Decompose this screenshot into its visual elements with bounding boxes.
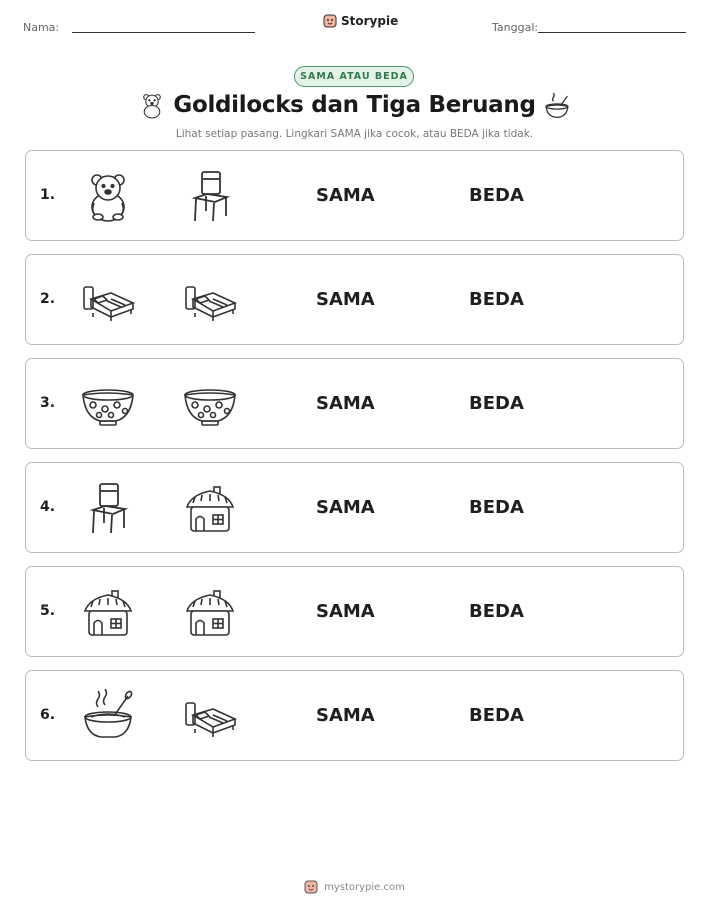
question-number: 5.	[40, 603, 56, 619]
name-line[interactable]	[72, 32, 255, 33]
cottage-icon	[183, 585, 237, 639]
option-same[interactable]: SAMA	[316, 393, 375, 414]
option-same[interactable]: SAMA	[316, 289, 375, 310]
question-row	[25, 462, 684, 553]
option-different[interactable]: BEDA	[469, 289, 524, 310]
question-row	[25, 358, 684, 449]
porridge-bowl-icon	[542, 92, 572, 120]
flower-bowl-icon	[81, 377, 135, 431]
bed-icon	[183, 689, 237, 743]
bed-icon	[81, 273, 135, 327]
chair-icon	[81, 481, 135, 535]
option-different[interactable]: BEDA	[469, 497, 524, 518]
page-title: Goldilocks dan Tiga Beruang	[173, 92, 536, 118]
worksheet-badge: SAMA ATAU BEDA	[294, 66, 414, 87]
question-number: 6.	[40, 707, 56, 723]
option-different[interactable]: BEDA	[469, 601, 524, 622]
question-number: 2.	[40, 291, 56, 307]
question-row	[25, 150, 684, 241]
option-different[interactable]: BEDA	[469, 393, 524, 414]
flower-bowl-icon	[183, 377, 237, 431]
question-row	[25, 566, 684, 657]
cottage-icon	[183, 481, 237, 535]
footer-site[interactable]: mystorypie.com	[324, 881, 405, 893]
bed-icon	[183, 273, 237, 327]
date-label: Tanggal:	[492, 21, 539, 34]
question-number: 3.	[40, 395, 56, 411]
instructions: Lihat setiap pasang. Lingkari SAMA jika cocok, atau BEDA jika tidak.	[175, 128, 534, 140]
option-different[interactable]: BEDA	[469, 185, 524, 206]
question-number: 4.	[40, 499, 56, 515]
question-row	[25, 670, 684, 761]
name-label: Nama:	[23, 21, 60, 34]
option-same[interactable]: SAMA	[316, 185, 375, 206]
cottage-icon	[81, 585, 135, 639]
chair-icon	[183, 169, 237, 223]
brand-logo	[323, 14, 398, 28]
option-different[interactable]: BEDA	[469, 705, 524, 726]
storypie-logo-icon	[323, 14, 337, 28]
bear-icon	[81, 169, 135, 223]
option-same[interactable]: SAMA	[316, 705, 375, 726]
porridge-bowl-icon	[81, 689, 135, 743]
footer	[0, 880, 709, 894]
option-same[interactable]: SAMA	[316, 497, 375, 518]
option-same[interactable]: SAMA	[316, 601, 375, 622]
storypie-logo-icon	[304, 880, 318, 894]
question-number: 1.	[40, 187, 56, 203]
brand-name: Storypie	[341, 14, 399, 28]
question-row	[25, 254, 684, 345]
date-line[interactable]	[538, 32, 686, 33]
